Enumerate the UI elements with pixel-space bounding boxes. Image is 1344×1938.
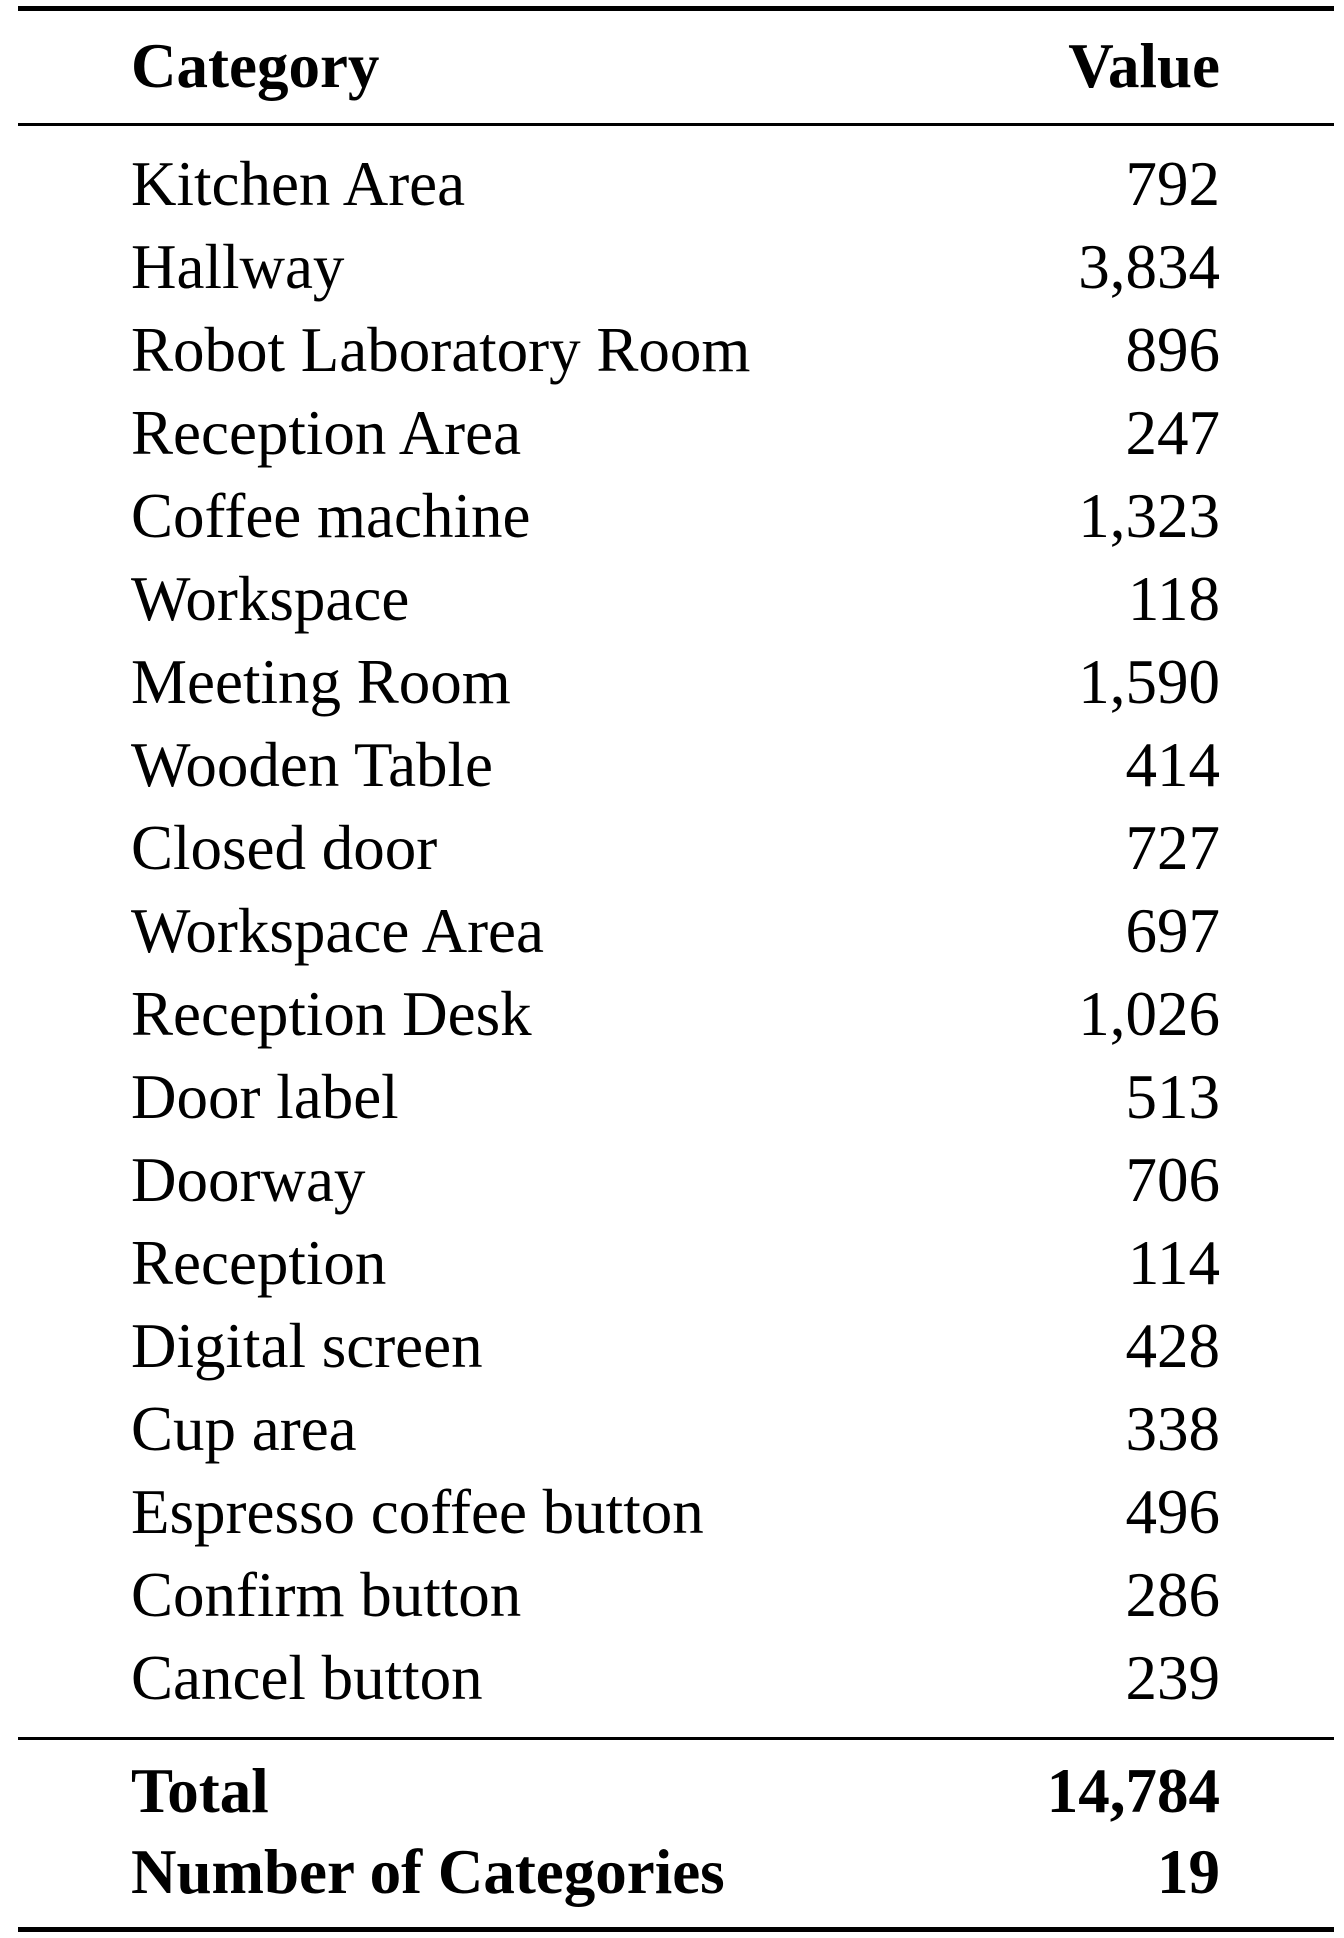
table-top-rule <box>18 6 1334 11</box>
table-row <box>0 143 1344 226</box>
table-row <box>0 973 1344 1056</box>
row-value: 286 <box>1125 1560 1220 1630</box>
total-value: 14,784 <box>1046 1756 1220 1826</box>
table-row <box>0 1637 1344 1720</box>
table-row <box>0 309 1344 392</box>
row-category: Closed door <box>131 813 438 883</box>
row-value: 896 <box>1125 315 1220 385</box>
table-body-rule <box>18 1737 1334 1740</box>
row-value: 118 <box>1127 564 1220 634</box>
row-value: 414 <box>1125 730 1220 800</box>
row-value: 114 <box>1127 1228 1220 1298</box>
table-row <box>0 1554 1344 1637</box>
table-row <box>0 641 1344 724</box>
table-count-row <box>0 1831 1344 1914</box>
row-value: 513 <box>1125 1062 1220 1132</box>
table-bottom-rule <box>18 1927 1334 1932</box>
row-category: Kitchen Area <box>131 149 466 219</box>
row-category: Workspace <box>131 564 410 634</box>
row-category: Meeting Room <box>131 647 511 717</box>
row-category: Door label <box>131 1062 399 1132</box>
table-row <box>0 1471 1344 1554</box>
table-row <box>0 558 1344 641</box>
row-value: 727 <box>1125 813 1220 883</box>
row-value: 496 <box>1125 1477 1220 1547</box>
column-header-value: Value <box>1068 31 1220 101</box>
row-value: 706 <box>1125 1145 1220 1215</box>
row-value: 792 <box>1125 149 1220 219</box>
row-value: 247 <box>1125 398 1220 468</box>
row-category: Reception <box>131 1228 387 1298</box>
table-row <box>0 724 1344 807</box>
row-value: 697 <box>1125 896 1220 966</box>
table-row <box>0 1139 1344 1222</box>
row-category: Coffee machine <box>131 481 531 551</box>
total-label: Total <box>131 1756 269 1826</box>
row-value: 1,323 <box>1078 481 1220 551</box>
table-total-row <box>0 1750 1344 1833</box>
table-row <box>0 890 1344 973</box>
category-count-value: 19 <box>1157 1837 1220 1907</box>
table-row <box>0 1305 1344 1388</box>
row-category: Reception Area <box>131 398 522 468</box>
row-value: 428 <box>1125 1311 1220 1381</box>
table-row <box>0 392 1344 475</box>
row-category: Espresso coffee button <box>131 1477 704 1547</box>
row-category: Cup area <box>131 1394 357 1464</box>
table-row <box>0 1388 1344 1471</box>
table-row <box>0 1222 1344 1305</box>
row-value: 3,834 <box>1078 232 1220 302</box>
row-category: Digital screen <box>131 1311 483 1381</box>
table-row <box>0 226 1344 309</box>
category-count-label: Number of Categories <box>131 1837 725 1907</box>
row-category: Reception Desk <box>131 979 532 1049</box>
row-value: 239 <box>1125 1643 1220 1713</box>
row-value: 1,026 <box>1078 979 1220 1049</box>
row-value: 338 <box>1125 1394 1220 1464</box>
row-category: Doorway <box>131 1145 366 1215</box>
table-row <box>0 1056 1344 1139</box>
row-category: Robot Laboratory Room <box>131 315 751 385</box>
row-category: Hallway <box>131 232 345 302</box>
row-category: Wooden Table <box>131 730 494 800</box>
row-value: 1,590 <box>1078 647 1220 717</box>
table-header-rule <box>18 123 1334 126</box>
column-header-category: Category <box>131 31 380 101</box>
row-category: Confirm button <box>131 1560 522 1630</box>
table-header-row <box>0 25 1344 108</box>
row-category: Workspace Area <box>131 896 544 966</box>
row-category: Cancel button <box>131 1643 483 1713</box>
table-row <box>0 807 1344 890</box>
table-row <box>0 475 1344 558</box>
